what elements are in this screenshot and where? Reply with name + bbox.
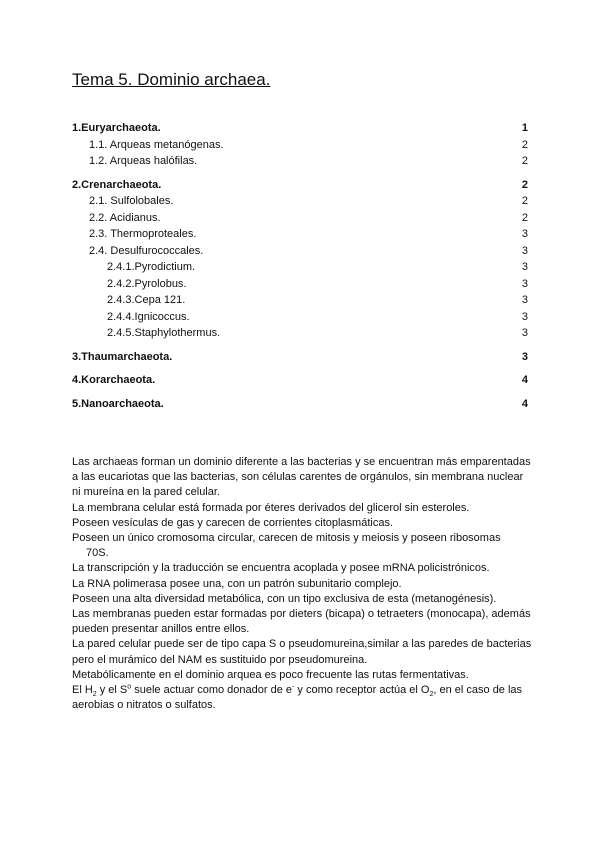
formula-text: y como receptor actúa el O [294,684,430,697]
toc-entry[interactable] [72,259,528,276]
toc-entry[interactable] [72,349,528,366]
toc-entry-label: 3.Thaumarchaeota. [72,350,173,363]
toc-entry[interactable] [72,137,528,154]
toc-entry[interactable] [72,210,528,227]
document-title: Tema 5. Dominio archaea. [72,70,271,89]
toc-entry[interactable] [72,372,528,389]
superscript: - [292,683,295,691]
toc-entry-label: 2.4. Desulfurococcales. [89,244,204,257]
toc-entry-page: 2 [521,211,528,224]
body-text [72,455,534,713]
toc-entry-page: 2 [521,195,528,207]
paragraph: Poseen un único cromosoma circular, carecen de mitosis y meiosis y poseen ribosomas [72,532,501,545]
toc-entry[interactable] [72,292,528,309]
toc-entry-label: 2.1. Sulfolobales. [89,195,174,207]
paragraph: La pared celular puede ser de tipo capa S o pseudomureina,similar a las paredes de bacterias pero el murámico del NAM es sustituido por pseudomureina. [72,638,532,666]
formula-text: , en el caso de las aerobias o nitratos o sulfatos. [72,684,523,712]
toc-entry-page: 2 [521,155,528,167]
toc-entry[interactable] [72,120,528,137]
toc-entry-page: 1 [521,122,528,134]
toc-entry-page: 3 [521,310,528,323]
toc-entry-page: 4 [521,374,528,386]
toc-entry-label: 2.4.4.Ignicoccus. [107,310,190,323]
paragraph: Metabólicamente en el dominio arquea es poco frecuente las rutas fermentativas. [72,668,469,681]
toc-entry-label: 2.Crenarchaeota. [72,178,162,191]
toc-entry[interactable] [72,309,528,326]
table-of-contents [72,120,528,412]
paragraph: La transcripción y la traducción se encuentra acoplada y posee mRNA policistrónicos. [72,562,490,575]
toc-entry[interactable] [72,243,528,260]
toc-entry-label: 2.3. Thermoproteales. [89,228,197,240]
toc-entry-page: 4 [521,397,528,410]
toc-entry-page: 3 [521,228,528,240]
subscript: 2 [92,691,97,699]
subscript: 2 [429,691,434,699]
toc-entry-label: 2.4.3.Cepa 121. [107,294,186,306]
paragraph: 70S. [86,547,109,560]
toc-entry-page: 2 [521,138,528,151]
toc-entry-label: 2.4.2.Pyrolobus. [107,277,187,290]
paragraph: Poseen vesículas de gas y carecen de corrientes citoplasmáticas. [72,516,393,529]
toc-entry-label: 1.2. Arqueas halófilas. [89,155,198,167]
toc-entry-page: 3 [521,277,528,290]
toc-entry[interactable] [72,177,528,194]
toc-entry-label: 1.1. Arqueas metanógenas. [89,138,224,151]
formula-text: y el S [96,684,128,697]
toc-entry-page: 3 [521,261,528,273]
toc-entry-label: 2.4.1.Pyrodictium. [107,261,196,273]
toc-entry[interactable] [72,153,528,170]
paragraph: La membrana celular está formada por éteres derivados del glicerol sin esteroles. [72,501,470,514]
paragraph: Poseen una alta diversidad metabólica, con un tipo exclusiva de esta (metanogénesis). [72,592,497,605]
paragraph: Las archaeas forman un dominio diferente a las bacterias y se encuentran más emparentadas a las eucariotas que las bacterias, son células carentes de orgánulos, sin membrana nuclear ni mureína en la pared celular. [72,456,531,499]
toc-entry[interactable] [72,396,528,413]
paragraph: La RNA polimerasa posee una, con un patrón subunitario complejo. [72,577,402,590]
toc-entry-label: 4.Korarchaeota. [72,374,156,386]
paragraph: Las membranas pueden estar formadas por dieters (bicapa) o tetraeters (monocapa), además pueden presentar anillos entre ellos. [72,608,531,636]
toc-entry-label: 1.Euryarchaeota. [72,122,161,134]
toc-entry-page: 3 [521,244,528,257]
formula-text: El H [72,684,93,697]
paragraph-formula [72,683,534,713]
toc-entry-page: 2 [521,178,528,191]
toc-entry-page: 3 [521,294,528,306]
formula-text: suele actuar como donador de e [131,684,292,697]
toc-entry-label: 2.4.5.Staphylothermus. [107,327,221,339]
toc-entry[interactable] [72,226,528,243]
toc-entry-label: 2.2. Acidianus. [89,211,161,224]
toc-entry[interactable] [72,193,528,210]
toc-entry-page: 3 [521,327,528,339]
superscript: o [127,683,132,691]
toc-entry-label: 5.Nanoarchaeota. [72,397,164,410]
toc-entry[interactable] [72,325,528,342]
toc-entry[interactable] [72,276,528,293]
toc-entry-page: 3 [521,350,528,363]
